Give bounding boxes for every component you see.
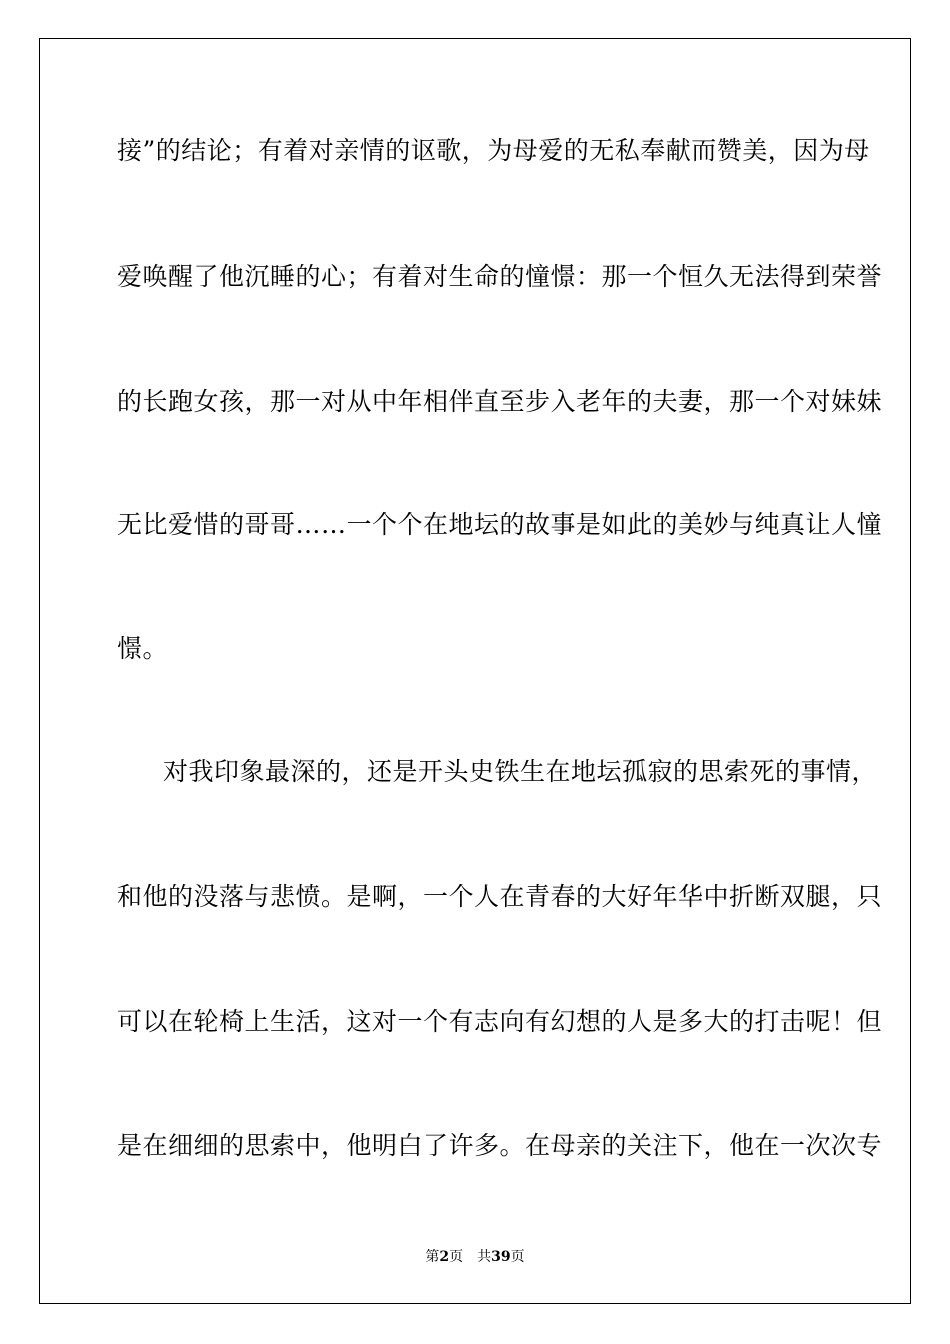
text-line: 接”的结论；有着对亲情的讴歌，为母爱的无私奉献而赞美，因为母: [117, 136, 870, 165]
text-line: 和他的没落与悲愤。是啊，一个人在青春的大好年华中折断双腿，只: [117, 882, 883, 911]
text-line: 爱唤醒了他沉睡的心；有着对生命的憧憬：那一个恒久无法得到荣誉: [117, 262, 883, 291]
text-line: 是在细细的思索中，他明白了许多。在母亲的关注下，他在一次次专: [117, 1131, 883, 1160]
text-line: 憬。: [117, 634, 169, 663]
page-footer: [0, 1248, 950, 1266]
page-number-label: 第2页: [425, 1249, 464, 1265]
text-line: 可以在轮椅上生活，这对一个有志向有幻想的人是多大的打击呢！但: [117, 1007, 883, 1036]
page-border: [39, 38, 911, 1304]
text-line: 无比爱惜的哥哥……一个个在地坛的故事是如此的美妙与纯真让人憧: [117, 510, 883, 539]
page-total-label: 共39页: [477, 1249, 525, 1265]
paragraph-first-line: 对我印象最深的，还是开头史铁生在地坛孤寂的思索死的事情，: [163, 757, 878, 786]
text-line: 的长跑女孩，那一对从中年相伴直至步入老年的夫妻，那一个对妹妹: [117, 387, 883, 416]
